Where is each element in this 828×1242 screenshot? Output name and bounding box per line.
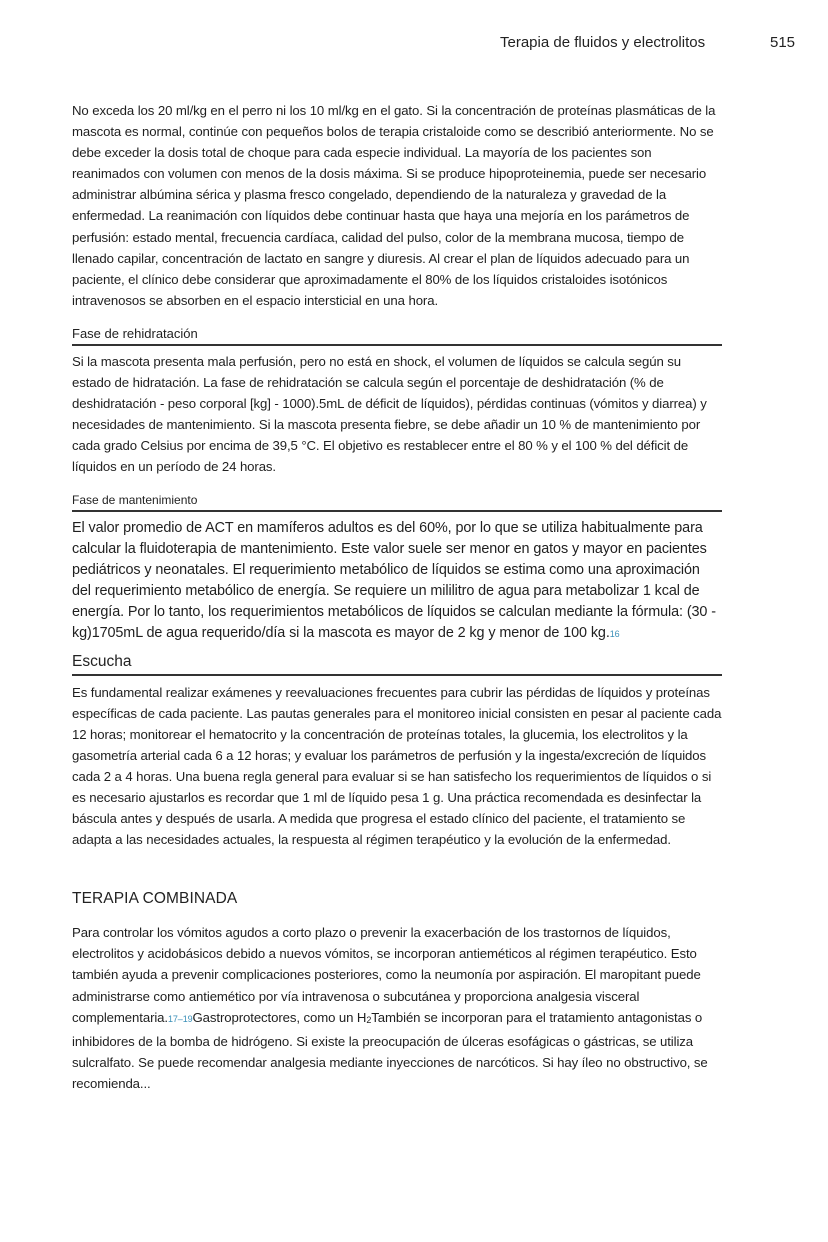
h2-subscript: 2	[366, 1014, 372, 1025]
running-header	[0, 34, 828, 56]
heading-escucha: Escucha	[72, 653, 722, 676]
heading-rehidratacion: Fase de rehidratación	[72, 326, 722, 346]
terapia-text-b: Gastroprotectores, como un H	[192, 1009, 367, 1025]
running-title: Terapia de fluidos y electrolitos	[500, 34, 706, 51]
rehidratacion-paragraph: Si la mascota presenta mala perfusión, pero no está en shock, el volumen de líquidos se calcula según su estado de hidratación. La fase de rehidratación se calcula según el porcentaje de deshidratación (% de deshidratación - peso corporal [kg] - 1000).5mL de déficit de líquidos), pérdidas continuas (vómitos y diarrea) y necesidades de mantenimiento. Si la mascota presenta fiebre, se debe añadir un 10 % de mantenimiento por cada grado Celsius por encima de 39,5 °C. El objetivo es restablecer entre el 80 % y el 100 % del déficit de líquidos en un período de 24 horas.	[72, 353, 707, 475]
intro-paragraph: No exceda los 20 ml/kg en el perro ni los 10 ml/kg en el gato. Si la concentración de proteínas plasmáticas de la mascota es normal, continúe con pequeños bolos de terapia cristaloide como se describió anteriormente. No se debe exceder la dosis total de choque para cada especie individual. La mayoría de los pacientes son reanimados con volumen con menos de la dosis máxima. Si se produce hipoproteinemia, puede ser necesario administrar albúmina sérica y plasma fresco congelado, dependiendo de la naturaleza y gravedad de la enfermedad. La reanimación con líquidos debe continuar hasta que haya una mejoría en los parámetros de perfusión: estado mental, frecuencia cardíaca, calidad del pulso, color de la membrana mucosa, tiempo de llenado capilar, concentración de lactato en sangre y diuresis. Al crear el plan de líquidos adecuado para un paciente, el clínico debe considerar que aproximadamente el 80% de los líquidos cristaloides isotónicos intravenosos se absorben en el espacio intersticial en una hora.	[72, 103, 716, 308]
terapia-text-c: También se incorporan para el tratamiento antagonistas o inhibidores de la bomba de hidrógeno. Si existe la preocupación de úlceras esofágicas o gástricas, se utiliza sulcralfato. Se puede recomendar analgesia mediante inyecciones de narcóticos. Si hay íleo no obstructivo, se recomienda...	[72, 1009, 708, 1091]
heading-terapia-combinada: TERAPIA COMBINADA	[72, 890, 238, 908]
reference-link-17-19[interactable]: 17–19	[167, 1013, 193, 1024]
mantenimiento-text: El valor promedio de ACT en mamíferos adultos es del 60%, por lo que se utiliza habitualmente para calcular la fluidoterapia de mantenimiento. Este valor suele ser menor en gatos y mayor en pacientes pediátricos y neonatales. El requerimiento metabólico de líquidos se estima como una aproximación del requerimiento metabólico de energía. Se requiere un mililitro de agua para metabolizar 1 kcal de energía. Por lo tanto, los requerimientos metabólicos de líquidos se calculan mediante la fórmula: (30 - kg)1705mL de agua requerido/día si la mascota es mayor de 2 kg y menor de 100 kg.	[72, 519, 716, 641]
heading-mantenimiento: Fase de mantenimiento	[72, 493, 722, 512]
page-body	[72, 100, 722, 1094]
reference-link-16[interactable]: 16	[609, 628, 620, 639]
escucha-paragraph: Es fundamental realizar exámenes y reevaluaciones frecuentes para cubrir las pérdidas de líquidos y proteínas específicas de cada paciente. Las pautas generales para el monitoreo inicial consisten en pesar al paciente cada 12 horas; monitorear el hematocrito y la concentración de proteínas totales, la glucemia, los electrolitos y la gasometría arterial cada 6 a 12 horas; y evaluar los parámetros de perfusión y la ingesta/excreción de líquidos cada 2 a 4 horas. Una buena regla general para evaluar si se han satisfecho los requerimientos de líquidos o si es necesario ajustarlos es recordar que 1 ml de líquido pesa 1 g. Una práctica recomendada es desinfectar la báscula antes y después de usarla. A medida que progresa el estado clínico del paciente, el tratamiento se adapta a las necesidades actuales, la respuesta al régimen terapéutico y la evolución de la enfermedad.	[72, 684, 722, 848]
mantenimiento-paragraph	[72, 518, 722, 645]
page-number: 515	[770, 34, 796, 51]
terapia-text-a: Para controlar los vómitos agudos a corto plazo o prevenir la exacerbación de los trastornos de líquidos, electrolitos y acidobásicos debido a nuevos vómitos, se incorporan antieméticos al régimen terapéutico. Esto también ayuda a prevenir complicaciones posteriores, como la neumonía por aspiración. El maropitant puede administrarse como antiemético por vía intravenosa o subcutánea y proporciona analgesia visceral complementaria.	[72, 925, 701, 1025]
terapia-combinada-paragraph	[72, 922, 722, 1094]
